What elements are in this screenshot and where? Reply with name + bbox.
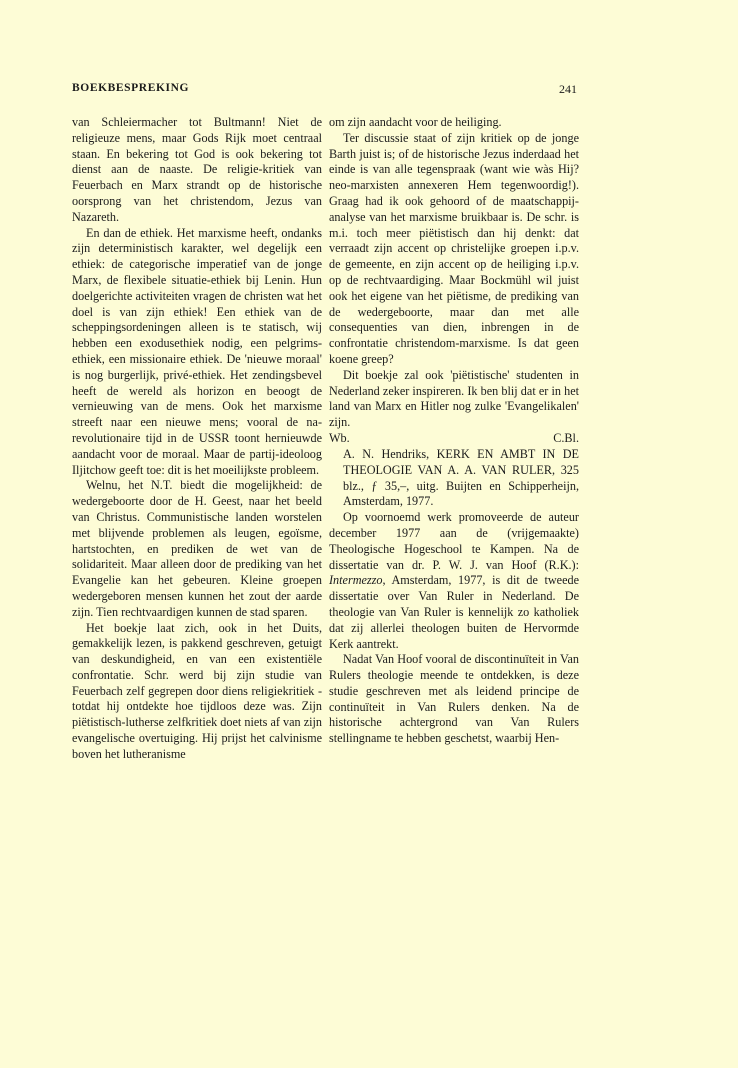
- section-title: BOEKBESPREKING: [72, 82, 190, 94]
- paragraph: Het boekje laat zich, ook in het Duits, gemakkelijk lezen, is pakkend geschreven, getuigt van deskundigheid, en van een existentiële confrontatie. Schr. werd bij zijn studie van Feuerbach zelf gegrepen door diens religiekritiek - totdat hij ontdekte hoe tijdloos deze was. Zijn piëtistisch-lutherse zelfkritiek doet niets af van zijn evangelische overtuiging. Hij prijst het calvinisme boven het lutheranisme: [72, 620, 322, 761]
- book-title: Intermezzo: [329, 573, 383, 588]
- reviewer-initials: C.Bl.: [553, 430, 579, 445]
- paragraph: Nadat Van Hoof vooral de discontinuïteit in Van Rulers theologie meende te ontdekken, is deze studie geschreven met als leidend principe de continuïteit in Van Rulers denken. Na de historische achtergrond van Van Rulers stellingname te hebben geschetst, waarbij Hen-: [329, 652, 579, 746]
- paragraph: van Schleiermacher tot Bultmann! Niet de religieuze mens, maar Gods Rijk moet centraal staan. En bekering tot God is ook bekering tot dienst aan de naaste. De religie-kritiek van Feuerbach en Marx strandt op de historische oorsprong van het christendom, Jezus van Nazareth.: [72, 115, 322, 224]
- page-number: 241: [559, 82, 577, 96]
- signoff-left: Wb.: [329, 430, 350, 445]
- paragraph: om zijn aandacht voor de heiliging.: [329, 115, 502, 129]
- left-column: [72, 115, 322, 763]
- paragraph: En dan de ethiek. Het marxisme heeft, ondanks zijn deterministisch karakter, wel degelijk een ethiek: de categorische imperatief van de jonge Marx, de flexibele situatie-ethiek bij Lenin. Hun doelgerichte activiteiten vragen de christen wat het doel is van zijn ethiek! Een ethiek van de scheppingsordeningen alleen is te statisch, wij hebben een exodusethiek nodig, een pelgrims-ethiek, een missionaire ethiek. De 'nieuwe moraal' is nog burgerlijk, privé-ethiek. Het zendingsbevel heeft de wereld als horizon en beoogt de vernieuwing van de mens. Ook het marxisme streeft naar een nieuwe mens; vooral de na-revolutionaire tijd in de USSR toont hernieuwde aandacht voor de moraal. Maar de partij-ideoloog Iljitchow geeft toe: dit is het moeilijkste probleem.: [72, 225, 322, 477]
- paragraph: Welnu, het N.T. biedt die mogelijkheid: de wedergeboorte door de H. Geest, naar het beeld van Christus. Communistische landen worstelen met blijvende problemen als leugen, egoïsme, hartstochten, en prediken de wet van de solidariteit. Maar alleen door de prediking van het Evangelie kan het gebeuren. Kleine groepen wedergeboren mensen kunnen het zout der aarde zijn. Tien rechtvaardigen kunnen de stad sparen.: [72, 478, 322, 619]
- paragraph: [329, 510, 579, 652]
- running-header: [72, 82, 577, 100]
- paragraph-text: Op voornoemd werk promoveerde de auteur december 1977 aan de (vrijgemaakte) Theologische Hogeschool te Kampen. Na de dissertatie van dr. P. W. J. van Hoof (R.K.):: [329, 510, 579, 572]
- paragraph: Dit boekje zal ook 'piëtistische' studenten in Nederland zeker inspireren. Ik ben blij dat er in het land van Marx en Hitler nog zulke 'Evangelikalen' zijn.: [329, 367, 579, 430]
- right-column: [329, 115, 579, 747]
- review-signoff: [329, 431, 579, 447]
- book-citation: A. N. Hendriks, KERK EN AMBT IN DE THEOLOGIE VAN A. A. VAN RULER, 325 blz., ƒ 35,–, uitg. Buijten en Schipperheijn, Amsterdam, 1977.: [343, 446, 579, 509]
- paragraph-text: , Amsterdam, 1977, is dit de tweede dissertatie over Van Ruler in Nederland. De theologie van Van Ruler is kennelijk zo katholiek dat zij allerlei theologen buiten de Hervormde Kerk aantrekt.: [329, 573, 579, 651]
- paragraph: Ter discussie staat of zijn kritiek op de jonge Barth juist is; of de historische Jezus inderdaad het einde is van alle tegenspraak (want wie wàs Hij? neo-marxisten annexeren Hem tegenwoordig!). Graag had ik ook gehoord of de maatschappij-analyse van het marxisme bruikbaar is. De schr. is m.i. toch meer piëtistisch dan hij denkt: dat verraadt zijn accent op christelijke groepen i.p.v. de gemeente, en zijn accent op de heiliging i.p.v. op de rechtvaardiging. Maar Bockmühl wil juist ook het eigene van het piëtisme, de prediking van de wedergeboorte, maar dan met alle consequenties van dien, inbrengen in de confrontatie christendom-marxisme. Is dat geen koene greep?: [329, 130, 579, 366]
